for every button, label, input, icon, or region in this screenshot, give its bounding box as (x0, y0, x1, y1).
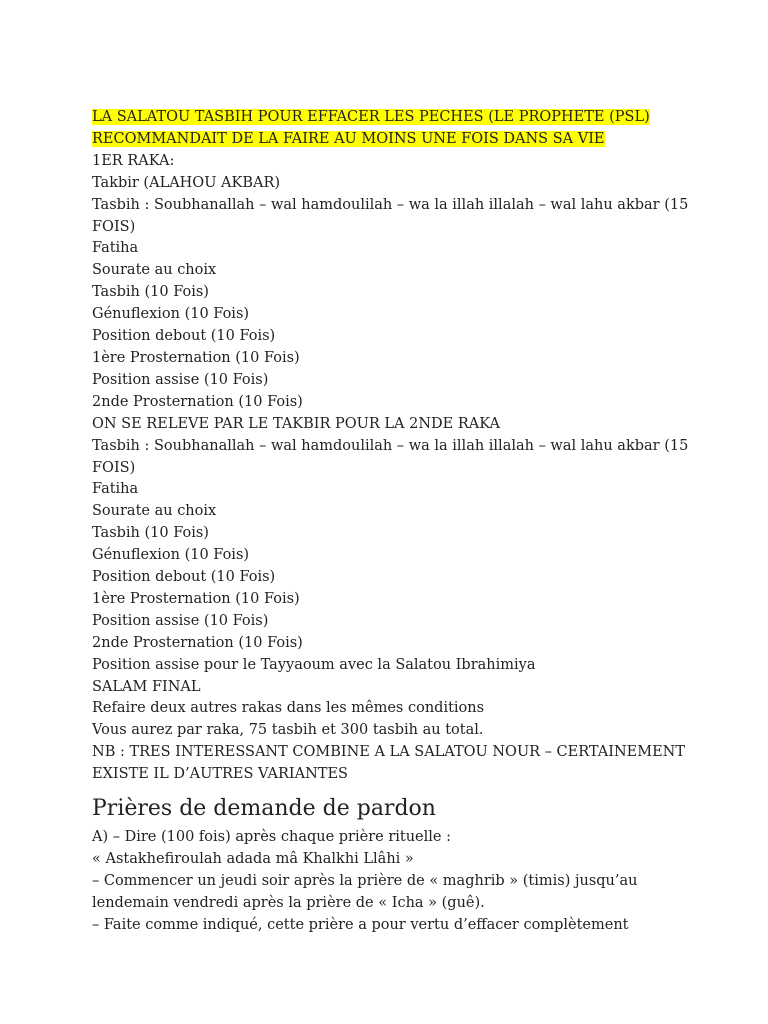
raka1-item: Sourate au choix (92, 262, 217, 279)
raka2-item: Position assise (10 Fois) (92, 612, 269, 629)
raka2-item: Position assise pour le Tayyaoum avec la Salatou Ibrahimiya (92, 656, 536, 673)
title-highlight-1: LA SALATOU TASBIH POUR EFFACER LES PECHES (LE PROPHETE (PSL) (92, 109, 650, 125)
section-line: lendemain vendredi après la prière de « Icha » (guê). (92, 894, 485, 911)
total-text: Vous aurez par raka, 75 tasbih et 300 tasbih au total. (92, 722, 484, 739)
document-page (92, 107, 692, 937)
raka1-item: 1ère Prosternation (10 Fois) (92, 349, 300, 366)
raka1-item: Génuflexion (10 Fois) (92, 306, 250, 323)
raka2-header: ON SE RELEVE PAR LE TAKBIR POUR LA 2NDE RAKA (92, 415, 500, 432)
salam-final: SALAM FINAL (92, 678, 201, 695)
nb-line-1: NB : TRES INTERESSANT COMBINE A LA SALATOU NOUR – CERTAINEMENT (92, 744, 686, 761)
raka1-item: 2nde Prosternation (10 Fois) (92, 393, 303, 410)
section-line: – Commencer un jeudi soir après la prière de « maghrib » (timis) jusqu’au (92, 872, 638, 889)
nb-line-2: EXISTE IL D’AUTRES VARIANTES (92, 766, 348, 783)
section-line: – Faite comme indiqué, cette prière a pour vertu d’effacer complètement (92, 916, 629, 933)
title-highlight-2: RECOMMANDAIT DE LA FAIRE AU MOINS UNE FOIS DANS SA VIE (92, 130, 605, 147)
raka1-item: Fatiha (92, 240, 139, 257)
raka1-item: Position assise (10 Fois) (92, 371, 269, 388)
title-line-1 (92, 107, 692, 129)
raka2-item: Génuflexion (10 Fois) (92, 547, 250, 564)
refaire-text: Refaire deux autres rakas dans les mêmes conditions (92, 700, 485, 717)
raka2-tasbih-line-2: FOIS) (92, 459, 136, 476)
raka1-tasbih-line-2: FOIS) (92, 218, 136, 235)
raka2-item: Position debout (10 Fois) (92, 569, 276, 586)
raka1-item: Position debout (10 Fois) (92, 328, 276, 345)
raka1-tasbih-line-1: Tasbih : Soubhanallah – wal hamdoulilah – wa la illah illalah – wal lahu akbar (15 (92, 196, 689, 213)
raka2-item: Sourate au choix (92, 503, 217, 520)
raka1-item: Tasbih (10 Fois) (92, 284, 209, 301)
section-heading: Prières de demande de pardon (92, 796, 436, 822)
raka2-item: 1ère Prosternation (10 Fois) (92, 590, 300, 607)
title-line-2 (92, 129, 692, 151)
raka2-item: 2nde Prosternation (10 Fois) (92, 634, 303, 651)
raka2-item: Tasbih (10 Fois) (92, 525, 209, 542)
raka2-tasbih-line-1: Tasbih : Soubhanallah – wal hamdoulilah – wa la illah illalah – wal lahu akbar (15 (92, 437, 689, 454)
raka1-header: 1ER RAKA: (92, 152, 175, 169)
raka2-item: Fatiha (92, 481, 139, 498)
raka1-takbir: Takbir (ALAHOU AKBAR) (92, 174, 281, 191)
section-line: A) – Dire (100 fois) après chaque prière rituelle : (92, 829, 451, 846)
section-line: « Astakhefiroulah adada mâ Khalkhi Llâhi » (92, 851, 414, 867)
